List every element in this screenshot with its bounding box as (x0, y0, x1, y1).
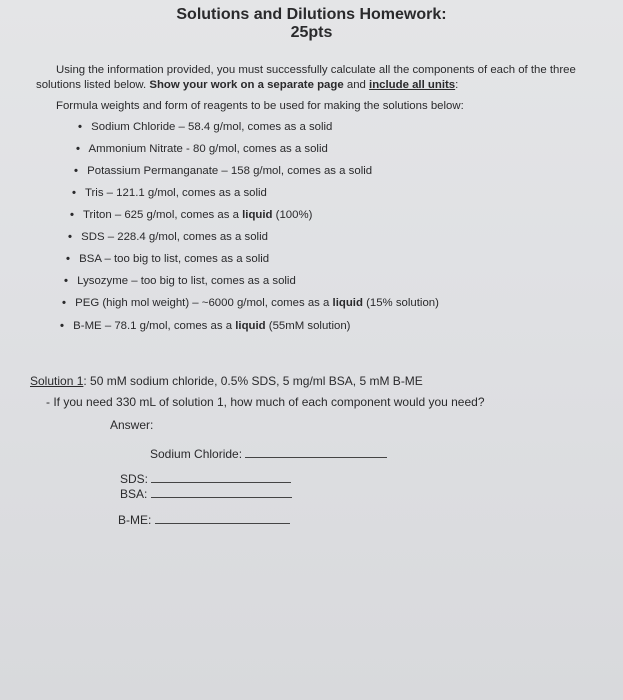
instructions-colon: : (455, 78, 459, 91)
formula-heading: Formula weights and form of reagents to be used for making the solutions below: (56, 100, 464, 112)
reagent-item-sds: • SDS – 228.4 g/mol, comes as a solid (68, 231, 268, 243)
instructions-line-1: Using the information provided, you must successfully calculate all the components of each of the three (56, 64, 576, 76)
answer-row-sds (120, 472, 291, 486)
answer-label-sodium-chloride: Sodium Chloride: (150, 447, 243, 461)
instructions-emphasis: Show your work on a separate page (149, 78, 344, 91)
page-title: Solutions and Dilutions Homework: (176, 6, 447, 23)
solution-1-components: : 50 mM sodium chloride, 0.5% SDS, 5 mg/ml BSA, 5 mM B-ME (83, 374, 423, 388)
reagent-item-potassium-permanganate: • Potassium Permanganate – 158 g/mol, comes as a solid (74, 165, 372, 177)
reagent-item-lysozyme: • Lysozyme – too big to list, comes as a solid (64, 275, 296, 287)
reagent-item-triton: • Triton – 625 g/mol, comes as a liquid (100%) (70, 209, 312, 221)
answer-blank-bsa[interactable] (151, 487, 292, 498)
answer-blank-sds[interactable] (151, 472, 291, 483)
answer-blank-sodium-chloride[interactable] (245, 447, 387, 458)
instructions-paragraph (36, 63, 611, 92)
answer-row-b-me (118, 513, 290, 527)
points-label: 25pts (290, 24, 333, 41)
reagent-item-sodium-chloride: • Sodium Chloride – 58.4 g/mol, comes as a solid (78, 121, 332, 133)
answer-row-bsa (120, 487, 292, 501)
solution-1-heading (30, 374, 423, 388)
instructions-text: solutions listed below. (36, 78, 147, 91)
answer-label-b-me: B-ME: (118, 513, 152, 527)
answer-row-sodium-chloride (150, 447, 387, 461)
instructions-connector: and (346, 78, 366, 91)
reagent-item-bsa: • BSA – too big to list, comes as a solid (66, 253, 269, 265)
answer-blank-b-me[interactable] (155, 513, 290, 524)
instructions-units-emphasis: include all units (369, 78, 456, 91)
reagent-item-ammonium-nitrate: • Ammonium Nitrate - 80 g/mol, comes as a solid (76, 143, 328, 155)
answer-label: Answer: (110, 418, 154, 432)
reagent-item-b-me: • B-ME – 78.1 g/mol, comes as a liquid (55mM solution) (60, 320, 350, 332)
reagent-item-peg: • PEG (high mol weight) – ~6000 g/mol, comes as a liquid (15% solution) (62, 297, 439, 309)
answer-label-sds: SDS: (120, 472, 149, 486)
solution-1-question: - If you need 330 mL of solution 1, how much of each component would you need? (46, 395, 485, 409)
solution-1-label: Solution 1 (30, 374, 84, 388)
instructions-line-2 (36, 78, 611, 93)
reagent-item-tris: • Tris – 121.1 g/mol, comes as a solid (72, 187, 267, 199)
answer-label-bsa: BSA: (120, 487, 148, 501)
